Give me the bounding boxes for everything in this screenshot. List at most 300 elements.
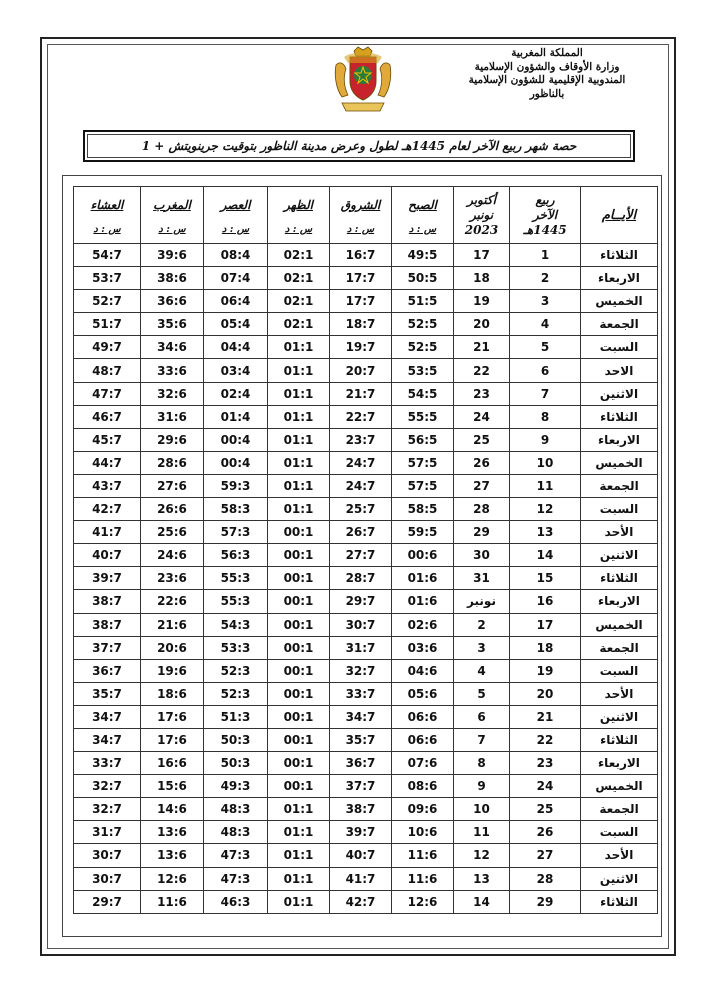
cell-fajr: 51:5 [392,290,454,313]
cell-fajr: 56:5 [392,428,454,451]
cell-asr: 48:3 [204,821,268,844]
cell-hijri: 3 [510,290,581,313]
cell-hijri: 20 [510,682,581,705]
cell-dhuhr: 00:1 [268,567,330,590]
cell-dhuhr: 01:1 [268,359,330,382]
cell-hijri: 8 [510,405,581,428]
cell-shuruq: 21:7 [330,382,392,405]
col-header-dhuhr: الظهر س : د [268,187,330,244]
cell-fajr: 05:6 [392,682,454,705]
cell-hijri: 28 [510,867,581,890]
cell-day: السبت [581,659,658,682]
table-row [74,244,658,267]
cell-hijri: 16 [510,590,581,613]
table-row [74,474,658,497]
cell-asr: 51:3 [204,705,268,728]
table-row [74,544,658,567]
cell-day: الخميس [581,775,658,798]
cell-day: الثلاثاء [581,405,658,428]
cell-asr: 01:4 [204,405,268,428]
cell-shuruq: 18:7 [330,313,392,336]
cell-day: الثلاثاء [581,728,658,751]
table-row [74,613,658,636]
cell-greg: 14 [454,890,510,913]
cell-maghrib: 29:6 [141,428,204,451]
cell-isha: 34:7 [74,728,141,751]
cell-maghrib: 24:6 [141,544,204,567]
cell-hijri: 25 [510,798,581,821]
cell-shuruq: 24:7 [330,474,392,497]
cell-maghrib: 17:6 [141,705,204,728]
cell-isha: 39:7 [74,567,141,590]
cell-asr: 52:3 [204,659,268,682]
table-row [74,336,658,359]
cell-asr: 48:3 [204,798,268,821]
cell-hijri: 17 [510,613,581,636]
cell-fajr: 49:5 [392,244,454,267]
table-row [74,290,658,313]
cell-day: الاربعاء [581,752,658,775]
cell-greg: 7 [454,728,510,751]
cell-shuruq: 39:7 [330,821,392,844]
cell-maghrib: 32:6 [141,382,204,405]
cell-dhuhr: 01:1 [268,336,330,359]
cell-hijri: 14 [510,544,581,567]
cell-isha: 29:7 [74,890,141,913]
cell-isha: 32:7 [74,798,141,821]
table-row [74,682,658,705]
cell-maghrib: 17:6 [141,728,204,751]
cell-maghrib: 11:6 [141,890,204,913]
cell-isha: 47:7 [74,382,141,405]
cell-day: الاحد [581,359,658,382]
cell-dhuhr: 01:1 [268,451,330,474]
cell-dhuhr: 02:1 [268,244,330,267]
cell-isha: 48:7 [74,359,141,382]
cell-dhuhr: 01:1 [268,821,330,844]
cell-asr: 54:3 [204,613,268,636]
document-title [83,130,635,162]
cell-day: السبت [581,498,658,521]
cell-day: الاثنين [581,382,658,405]
cell-hijri: 4 [510,313,581,336]
cell-isha: 54:7 [74,244,141,267]
cell-dhuhr: 00:1 [268,682,330,705]
cell-fajr: 02:6 [392,613,454,636]
cell-greg: 18 [454,267,510,290]
cell-shuruq: 32:7 [330,659,392,682]
cell-greg: 21 [454,336,510,359]
cell-hijri: 9 [510,428,581,451]
col-header-asr: العصر س : د [204,187,268,244]
cell-maghrib: 33:6 [141,359,204,382]
cell-fajr: 57:5 [392,451,454,474]
table-body [74,244,658,914]
table-row [74,405,658,428]
cell-greg: 2 [454,613,510,636]
cell-dhuhr: 01:1 [268,405,330,428]
cell-day: الثلاثاء [581,244,658,267]
cell-greg: 17 [454,244,510,267]
cell-greg: 28 [454,498,510,521]
cell-isha: 31:7 [74,821,141,844]
ministry-line: وزارة الأوقاف والشؤون الإسلامية [474,60,620,73]
cell-day: السبت [581,821,658,844]
cell-greg: نونبر [454,590,510,613]
cell-greg: 11 [454,821,510,844]
cell-shuruq: 38:7 [330,798,392,821]
cell-fajr: 06:6 [392,728,454,751]
cell-day: الخميس [581,290,658,313]
table-row [74,498,658,521]
cell-shuruq: 40:7 [330,844,392,867]
cell-shuruq: 25:7 [330,498,392,521]
cell-maghrib: 15:6 [141,775,204,798]
cell-isha: 38:7 [74,590,141,613]
cell-hijri: 19 [510,659,581,682]
cell-shuruq: 28:7 [330,567,392,590]
cell-hijri: 5 [510,336,581,359]
cell-fajr: 54:5 [392,382,454,405]
table-row [74,359,658,382]
cell-asr: 00:4 [204,428,268,451]
cell-isha: 37:7 [74,636,141,659]
cell-shuruq: 29:7 [330,590,392,613]
cell-maghrib: 14:6 [141,798,204,821]
table-row [74,267,658,290]
cell-greg: 22 [454,359,510,382]
ministry-line: المندوبية الإقليمية للشؤون الإسلامية [468,74,626,87]
document-header [62,45,656,120]
cell-greg: 12 [454,844,510,867]
cell-shuruq: 17:7 [330,290,392,313]
cell-fajr: 55:5 [392,405,454,428]
cell-shuruq: 42:7 [330,890,392,913]
cell-asr: 06:4 [204,290,268,313]
cell-asr: 02:4 [204,382,268,405]
cell-dhuhr: 00:1 [268,728,330,751]
cell-dhuhr: 00:1 [268,636,330,659]
cell-shuruq: 16:7 [330,244,392,267]
cell-dhuhr: 01:1 [268,867,330,890]
cell-maghrib: 22:6 [141,590,204,613]
cell-hijri: 1 [510,244,581,267]
cell-day: الاربعاء [581,428,658,451]
cell-day: الأحد [581,844,658,867]
cell-fajr: 01:6 [392,590,454,613]
cell-fajr: 06:6 [392,705,454,728]
cell-maghrib: 25:6 [141,521,204,544]
cell-fajr: 59:5 [392,521,454,544]
cell-asr: 04:4 [204,336,268,359]
cell-day: الأحد [581,521,658,544]
cell-isha: 30:7 [74,867,141,890]
cell-hijri: 23 [510,752,581,775]
cell-fajr: 09:6 [392,798,454,821]
cell-asr: 49:3 [204,775,268,798]
cell-maghrib: 18:6 [141,682,204,705]
cell-day: الاربعاء [581,590,658,613]
cell-dhuhr: 00:1 [268,659,330,682]
cell-asr: 52:3 [204,682,268,705]
table-row [74,428,658,451]
cell-shuruq: 23:7 [330,428,392,451]
cell-shuruq: 19:7 [330,336,392,359]
cell-greg: 25 [454,428,510,451]
cell-dhuhr: 02:1 [268,313,330,336]
cell-maghrib: 26:6 [141,498,204,521]
cell-fajr: 00:6 [392,544,454,567]
cell-day: الاثنين [581,705,658,728]
cell-fajr: 53:5 [392,359,454,382]
cell-asr: 55:3 [204,590,268,613]
cell-maghrib: 21:6 [141,613,204,636]
cell-asr: 03:4 [204,359,268,382]
cell-isha: 42:7 [74,498,141,521]
cell-hijri: 13 [510,521,581,544]
cell-hijri: 27 [510,844,581,867]
cell-asr: 47:3 [204,844,268,867]
table-row [74,313,658,336]
cell-day: الخميس [581,613,658,636]
cell-day: الجمعة [581,474,658,497]
cell-day: الاربعاء [581,267,658,290]
col-header-gregorian: أكتوبر نونبر 2023 [454,187,510,244]
cell-maghrib: 39:6 [141,244,204,267]
col-header-maghrib: المغرب س : د [141,187,204,244]
cell-isha: 36:7 [74,659,141,682]
cell-isha: 44:7 [74,451,141,474]
cell-hijri: 11 [510,474,581,497]
cell-hijri: 21 [510,705,581,728]
cell-greg: 8 [454,752,510,775]
cell-maghrib: 16:6 [141,752,204,775]
cell-isha: 53:7 [74,267,141,290]
cell-greg: 4 [454,659,510,682]
cell-maghrib: 20:6 [141,636,204,659]
cell-greg: 31 [454,567,510,590]
cell-dhuhr: 01:1 [268,890,330,913]
cell-fajr: 52:5 [392,313,454,336]
cell-shuruq: 27:7 [330,544,392,567]
cell-shuruq: 36:7 [330,752,392,775]
table-row [74,798,658,821]
cell-isha: 49:7 [74,336,141,359]
cell-maghrib: 28:6 [141,451,204,474]
cell-fajr: 11:6 [392,867,454,890]
table-row [74,752,658,775]
cell-asr: 53:3 [204,636,268,659]
cell-day: الثلاثاء [581,567,658,590]
cell-isha: 41:7 [74,521,141,544]
cell-hijri: 18 [510,636,581,659]
ministry-header-text [452,47,642,101]
cell-maghrib: 35:6 [141,313,204,336]
cell-day: الاثنين [581,867,658,890]
cell-asr: 55:3 [204,567,268,590]
cell-fajr: 07:6 [392,752,454,775]
cell-greg: 23 [454,382,510,405]
cell-dhuhr: 00:1 [268,752,330,775]
cell-dhuhr: 01:1 [268,844,330,867]
cell-hijri: 6 [510,359,581,382]
cell-asr: 50:3 [204,728,268,751]
cell-day: الأحد [581,682,658,705]
cell-hijri: 7 [510,382,581,405]
table-row [74,890,658,913]
cell-fajr: 03:6 [392,636,454,659]
cell-greg: 6 [454,705,510,728]
cell-dhuhr: 00:1 [268,613,330,636]
cell-hijri: 24 [510,775,581,798]
cell-greg: 5 [454,682,510,705]
cell-greg: 13 [454,867,510,890]
cell-maghrib: 38:6 [141,267,204,290]
col-header-isha: العشاء س : د [74,187,141,244]
cell-asr: 00:4 [204,451,268,474]
cell-greg: 26 [454,451,510,474]
cell-maghrib: 27:6 [141,474,204,497]
cell-maghrib: 36:6 [141,290,204,313]
cell-hijri: 26 [510,821,581,844]
cell-day: الجمعة [581,636,658,659]
cell-greg: 30 [454,544,510,567]
table-row [74,821,658,844]
cell-fajr: 50:5 [392,267,454,290]
cell-shuruq: 31:7 [330,636,392,659]
table-row [74,590,658,613]
cell-isha: 34:7 [74,705,141,728]
cell-isha: 38:7 [74,613,141,636]
cell-fajr: 11:6 [392,844,454,867]
cell-dhuhr: 01:1 [268,798,330,821]
cell-hijri: 10 [510,451,581,474]
cell-isha: 40:7 [74,544,141,567]
cell-maghrib: 19:6 [141,659,204,682]
ministry-line: المملكة المغربية [511,47,583,59]
cell-greg: 20 [454,313,510,336]
cell-greg: 19 [454,290,510,313]
col-header-days: الأيــام [581,187,658,244]
cell-dhuhr: 00:1 [268,590,330,613]
cell-shuruq: 22:7 [330,405,392,428]
cell-isha: 30:7 [74,844,141,867]
cell-dhuhr: 00:1 [268,521,330,544]
col-header-fajr: الصبح س : د [392,187,454,244]
cell-fajr: 04:6 [392,659,454,682]
cell-day: الخميس [581,451,658,474]
cell-isha: 52:7 [74,290,141,313]
cell-asr: 08:4 [204,244,268,267]
table-row [74,659,658,682]
cell-day: الاثنين [581,544,658,567]
table-row [74,705,658,728]
cell-hijri: 29 [510,890,581,913]
cell-greg: 24 [454,405,510,428]
cell-asr: 50:3 [204,752,268,775]
cell-hijri: 22 [510,728,581,751]
cell-hijri: 12 [510,498,581,521]
morocco-coat-of-arms-icon [332,45,394,117]
cell-day: الثلاثاء [581,890,658,913]
table-row [74,728,658,751]
cell-fajr: 01:6 [392,567,454,590]
cell-day: الجمعة [581,798,658,821]
cell-greg: 29 [454,521,510,544]
cell-shuruq: 26:7 [330,521,392,544]
cell-asr: 05:4 [204,313,268,336]
cell-fajr: 58:5 [392,498,454,521]
cell-hijri: 15 [510,567,581,590]
table-row [74,775,658,798]
col-header-hijri: ربيع الآخر 1445هـ [510,187,581,244]
cell-shuruq: 41:7 [330,867,392,890]
cell-isha: 33:7 [74,752,141,775]
cell-asr: 56:3 [204,544,268,567]
table-row [74,844,658,867]
prayer-times-table [73,186,658,914]
title-text: حصة شهر ربيع الآخر لعام 1445هـ لطول وعرض مدينة الناظور بتوقيت جرينويتش + 1 [141,139,577,153]
cell-dhuhr: 01:1 [268,498,330,521]
table-row [74,382,658,405]
cell-maghrib: 23:6 [141,567,204,590]
cell-greg: 3 [454,636,510,659]
cell-isha: 35:7 [74,682,141,705]
table-row [74,451,658,474]
cell-dhuhr: 00:1 [268,705,330,728]
cell-fajr: 08:6 [392,775,454,798]
ministry-line: بالناظور [529,87,565,100]
cell-shuruq: 20:7 [330,359,392,382]
cell-shuruq: 17:7 [330,267,392,290]
cell-maghrib: 31:6 [141,405,204,428]
cell-day: الجمعة [581,313,658,336]
cell-asr: 46:3 [204,890,268,913]
table-row [74,867,658,890]
cell-isha: 46:7 [74,405,141,428]
table-row [74,521,658,544]
table-row [74,567,658,590]
table-row [74,636,658,659]
cell-day: السبت [581,336,658,359]
cell-maghrib: 13:6 [141,821,204,844]
cell-greg: 27 [454,474,510,497]
cell-dhuhr: 01:1 [268,428,330,451]
cell-fajr: 52:5 [392,336,454,359]
cell-isha: 32:7 [74,775,141,798]
cell-shuruq: 35:7 [330,728,392,751]
table-header-row [74,187,658,244]
cell-greg: 9 [454,775,510,798]
cell-shuruq: 34:7 [330,705,392,728]
prayer-times-sheet [62,175,662,937]
cell-shuruq: 24:7 [330,451,392,474]
cell-dhuhr: 01:1 [268,382,330,405]
cell-shuruq: 37:7 [330,775,392,798]
cell-isha: 45:7 [74,428,141,451]
cell-asr: 07:4 [204,267,268,290]
cell-dhuhr: 02:1 [268,290,330,313]
cell-shuruq: 33:7 [330,682,392,705]
cell-dhuhr: 00:1 [268,775,330,798]
cell-fajr: 12:6 [392,890,454,913]
cell-asr: 47:3 [204,867,268,890]
cell-hijri: 2 [510,267,581,290]
cell-dhuhr: 00:1 [268,544,330,567]
cell-greg: 10 [454,798,510,821]
cell-asr: 57:3 [204,521,268,544]
cell-asr: 59:3 [204,474,268,497]
